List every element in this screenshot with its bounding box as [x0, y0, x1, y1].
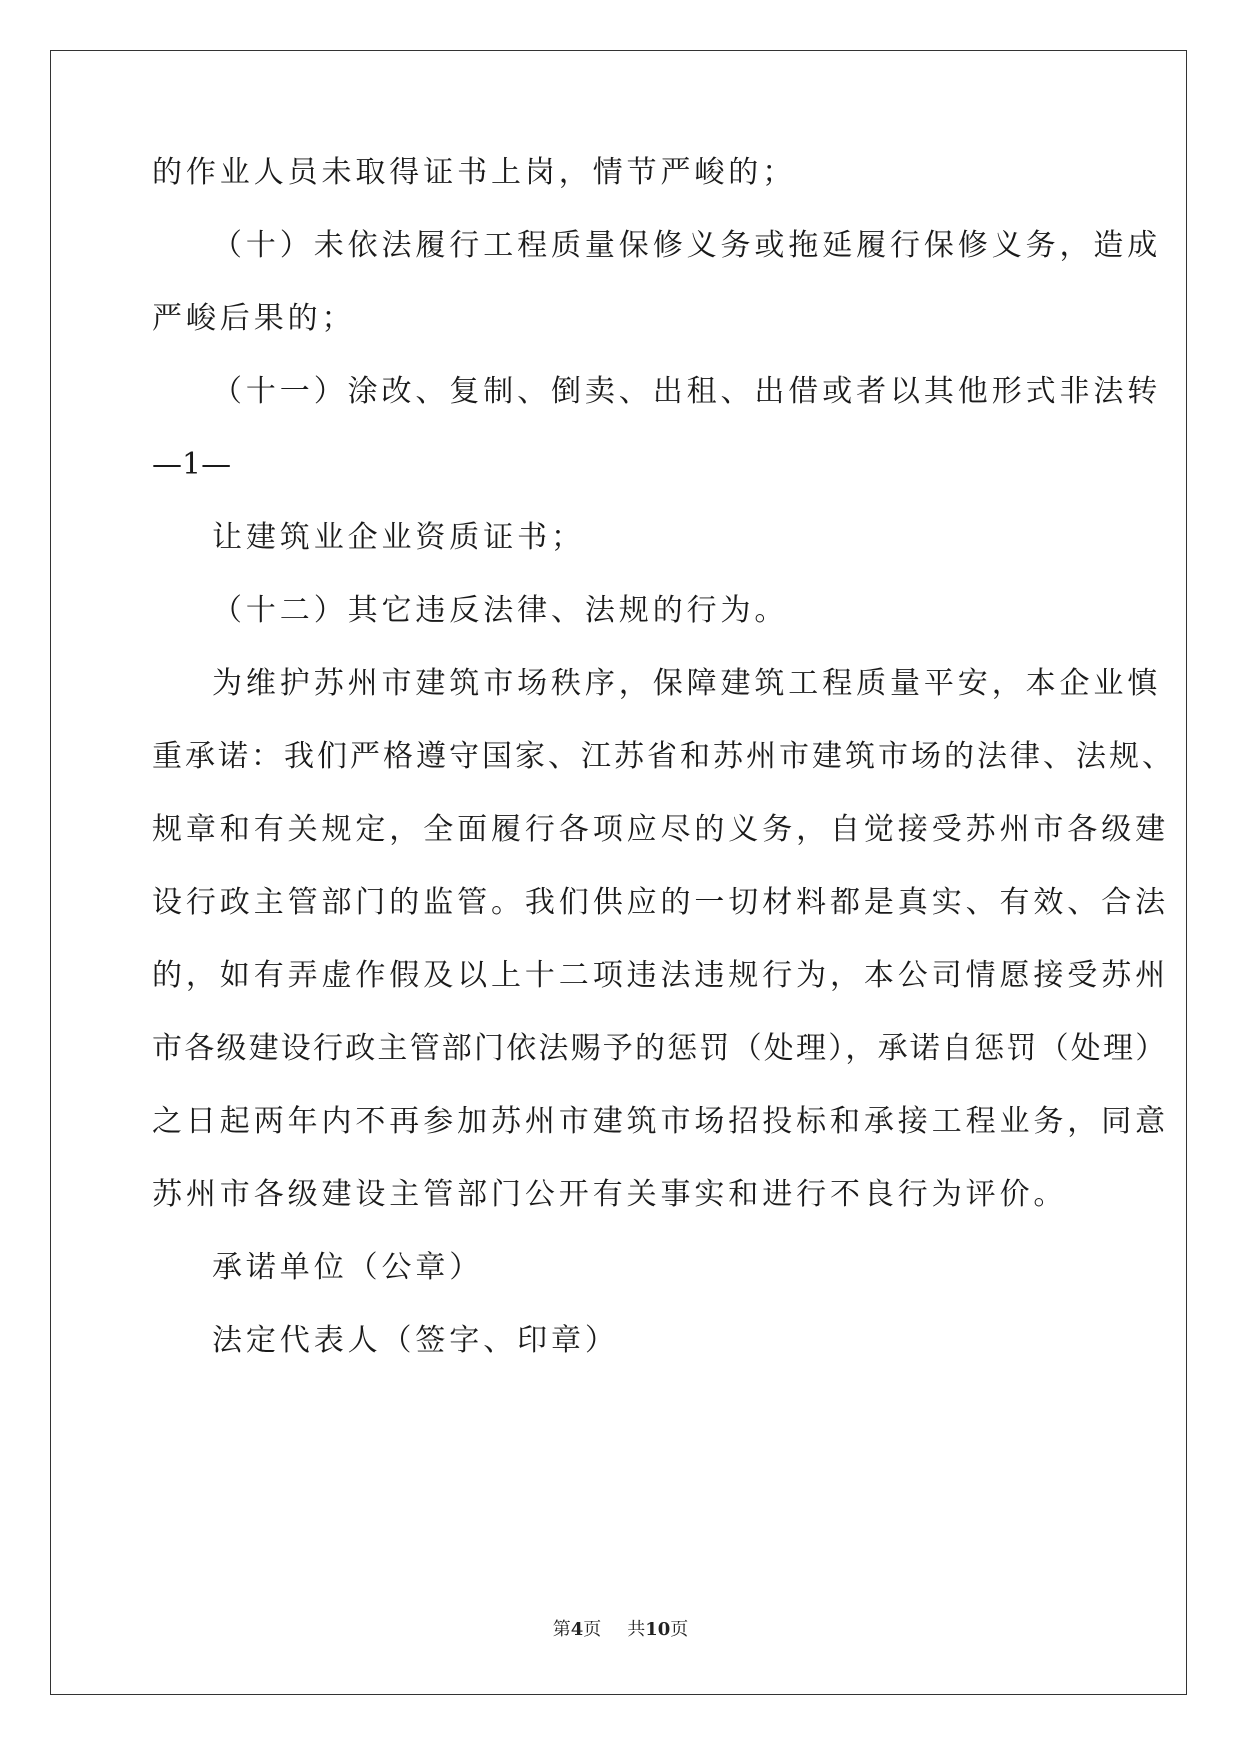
- text-line: 苏州市各级建设主管部门公开有关事实和进行不良行为评价。: [152, 1177, 1068, 1212]
- page-prefix: 第: [552, 1619, 571, 1640]
- page-suffix: 页: [583, 1619, 602, 1640]
- text-line: （十一）涂改、复制、倒卖、出租、出借或者以其他形式非法转: [212, 374, 1162, 409]
- signature-unit-label: 承诺单位（公章）: [212, 1250, 484, 1285]
- text-line: 设行政主管部门的监管。我们供应的一切材料都是真实、有效、合法: [152, 885, 1169, 920]
- inline-page-number: —1—: [152, 447, 232, 482]
- text-line: （十）未依法履行工程质量保修义务或拖延履行保修义务，造成: [212, 228, 1162, 263]
- page-border: [50, 50, 1187, 1695]
- text-line: 的，如有弄虚作假及以上十二项违法违规行为，本公司情愿接受苏州: [152, 958, 1169, 993]
- total-suffix: 页: [670, 1619, 689, 1640]
- text-line: 严峻后果的；: [152, 301, 356, 336]
- text-line: 重承诺：我们严格遵守国家、江苏省和苏州市建筑市场的法律、法规、: [152, 739, 1175, 774]
- page-footer: [0, 1618, 1241, 1642]
- text-line: 规章和有关规定，全面履行各项应尽的义务，自觉接受苏州市各级建: [152, 812, 1169, 847]
- total-prefix: 共: [627, 1619, 646, 1640]
- text-line: （十二）其它违反法律、法规的行为。: [212, 593, 789, 628]
- current-page-number: 4: [570, 1619, 584, 1640]
- text-line: 之日起两年内不再参加苏州市建筑市场招投标和承接工程业务，同意: [152, 1104, 1169, 1139]
- text-line: 的作业人员未取得证书上岗，情节严峻的；: [152, 155, 797, 190]
- text-line: 让建筑业企业资质证书；: [212, 520, 585, 555]
- total-pages: 10: [645, 1619, 671, 1640]
- text-line: 为维护苏州市建筑市场秩序，保障建筑工程质量平安，本企业慎: [212, 666, 1162, 701]
- text-line: 市各级建设行政主管部门依法赐予的惩罚（处理），承诺自惩罚（处理）: [152, 1031, 1168, 1066]
- legal-representative-label: 法定代表人（签字、印章）: [212, 1323, 619, 1358]
